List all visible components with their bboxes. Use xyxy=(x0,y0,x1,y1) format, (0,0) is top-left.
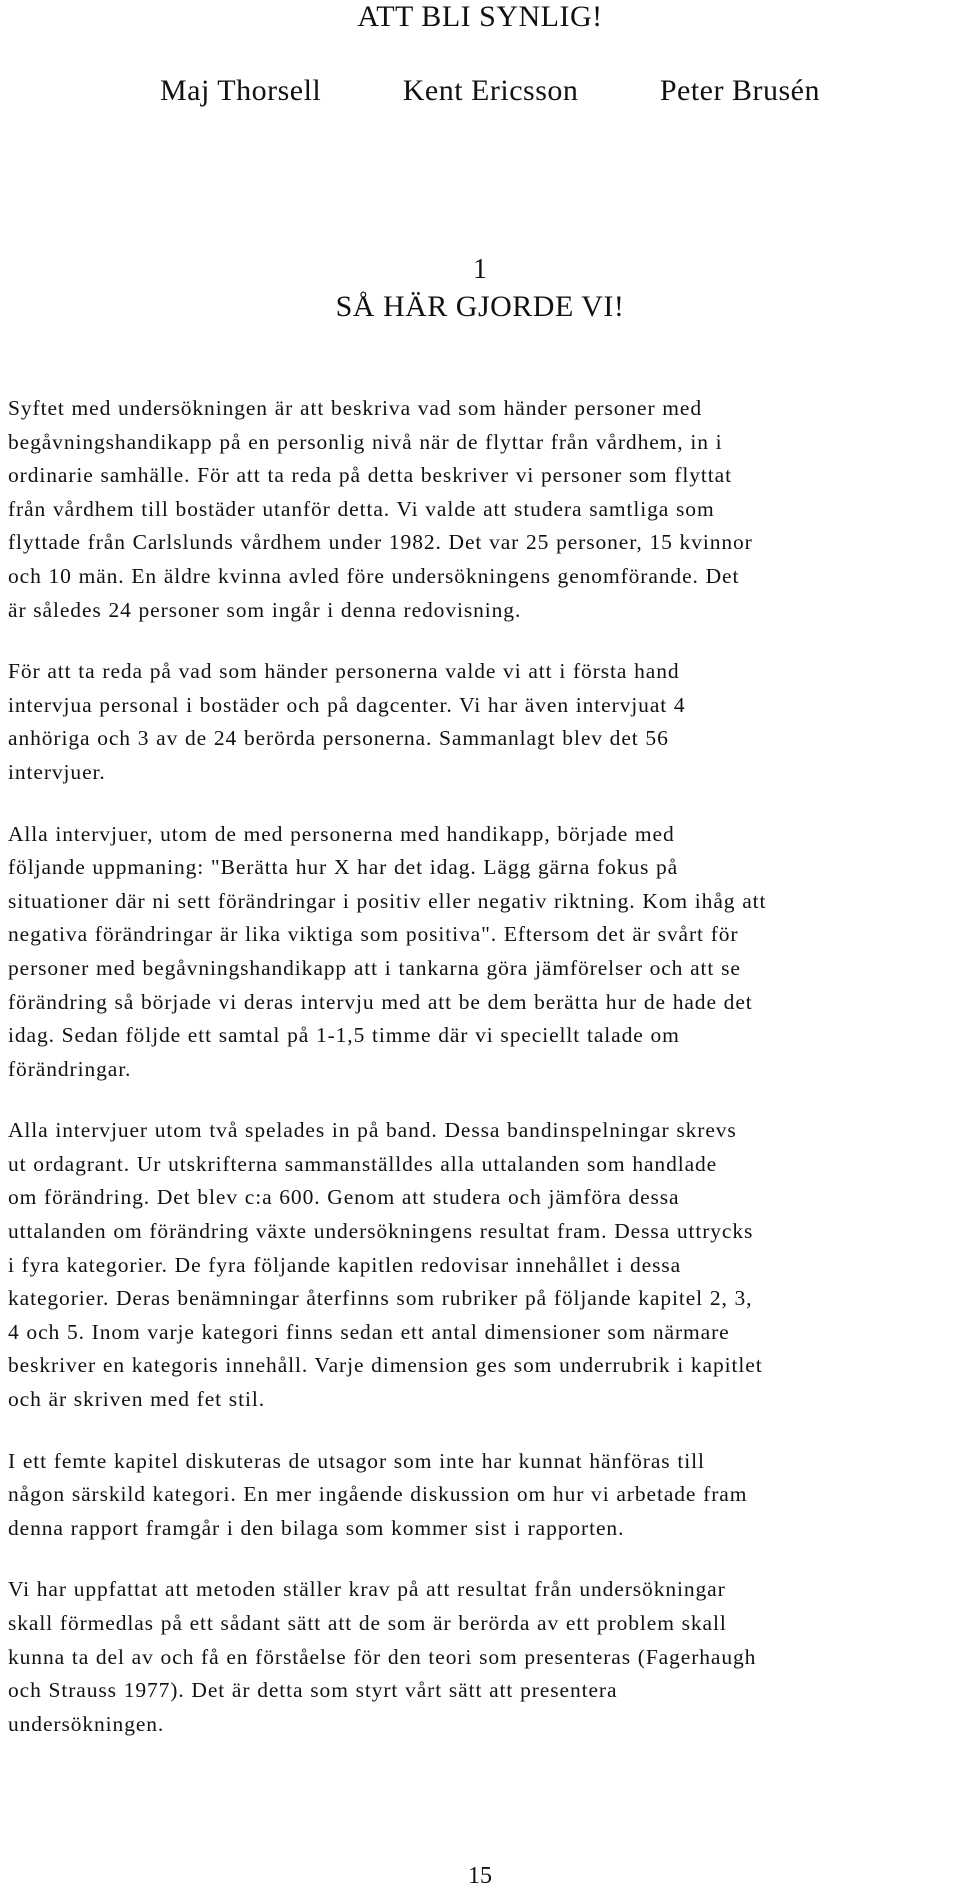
paragraph: Alla intervjuer utom två spelades in på band. Dessa bandinspelningar skrevs ut ordagrant. Ur utskrifterna sammanställdes alla uttalanden som handlade om förändring. Det blev c:a 600. Genom att studera och jämföra dessa uttalanden om förändring växte undersökningens resultat fram. Dessa uttrycks i fyra kategorier. De fyra följande kapitlen redovisar innehållet i dessa kategorier. Deras benämningar återfinns som rubriker på följande kapitel 2, 3, 4 och 5. Inom varje kategori finns sedan ett antal dimensioner som närmare beskriver en kategoris innehåll. Varje dimension ges som underrubrik i kapitlet och är skriven med fet stil. xyxy=(8,1118,763,1412)
page-number: 15 xyxy=(468,1863,492,1889)
chapter-number: 1 xyxy=(473,254,487,285)
paragraph: För att ta reda på vad som händer personerna valde vi att i första hand intervjua personal i bostäder och på dagcenter. Vi har även intervjuat 4 anhöriga och 3 av de 24 berörda personerna. Sammanlagt blev det 56 intervjuer. xyxy=(8,659,686,784)
document-title: ATT BLI SYNLIG! xyxy=(357,0,603,33)
author-list xyxy=(160,74,820,108)
author-name: Maj Thorsell xyxy=(160,74,322,107)
author-name: Kent Ericsson xyxy=(402,74,579,107)
author-name: Peter Brusén xyxy=(659,74,820,107)
paragraph: Vi har uppfattat att metoden ställer krav på att resultat från undersökningar skall förmedlas på ett sådant sätt att de som är berörda av ett problem skall kunna ta del av och få en förståelse för den teori som presenteras (Fagerhaugh och Strauss 1977). Det är detta som styrt vårt sätt att presentera undersökningen. xyxy=(8,1577,757,1736)
chapter-title: SÅ HÄR GJORDE VI! xyxy=(335,290,625,323)
paragraph: Alla intervjuer, utom de med personerna med handikapp, började med följande uppmaning: "Berätta hur X har det idag. Lägg gärna fokus på situationer där ni sett förändringar i positiv eller negativ riktning. Kom ihåg att negativa förändringar är lika viktiga som positiva". Eftersom det är svårt för personer med begåvningshandikapp att i tankarna göra jämförelser och att se förändring så började vi deras intervju med att be dem berätta hur de hade det idag. Sedan följde ett samtal på 1-1,5 timme där vi speciellt talade om förändringar. xyxy=(8,821,767,1081)
body-text xyxy=(8,392,938,1769)
paragraph: I ett femte kapitel diskuteras de utsagor som inte har kunnat hänföras till någon särskild kategori. En mer ingående diskussion om hur vi arbetade fram denna rapport framgår i den bilaga som kommer sist i rapporten. xyxy=(8,1448,748,1540)
paragraph: Syftet med undersökningen är att beskriva vad som händer personer med begåvningshandikapp på en personlig nivå när de flyttar från vårdhem, in i ordinarie samhälle. För att ta reda på detta beskriver vi personer som flyttat från vårdhem till bostäder utanför detta. Vi valde att studera samtliga som flyttade från Carlslunds vårdhem under 1982. Det var 25 personer, 15 kvinnor och 10 män. En äldre kvinna avled före undersökningens genomförande. Det är således 24 personer som ingår i denna redovisning. xyxy=(8,396,753,622)
